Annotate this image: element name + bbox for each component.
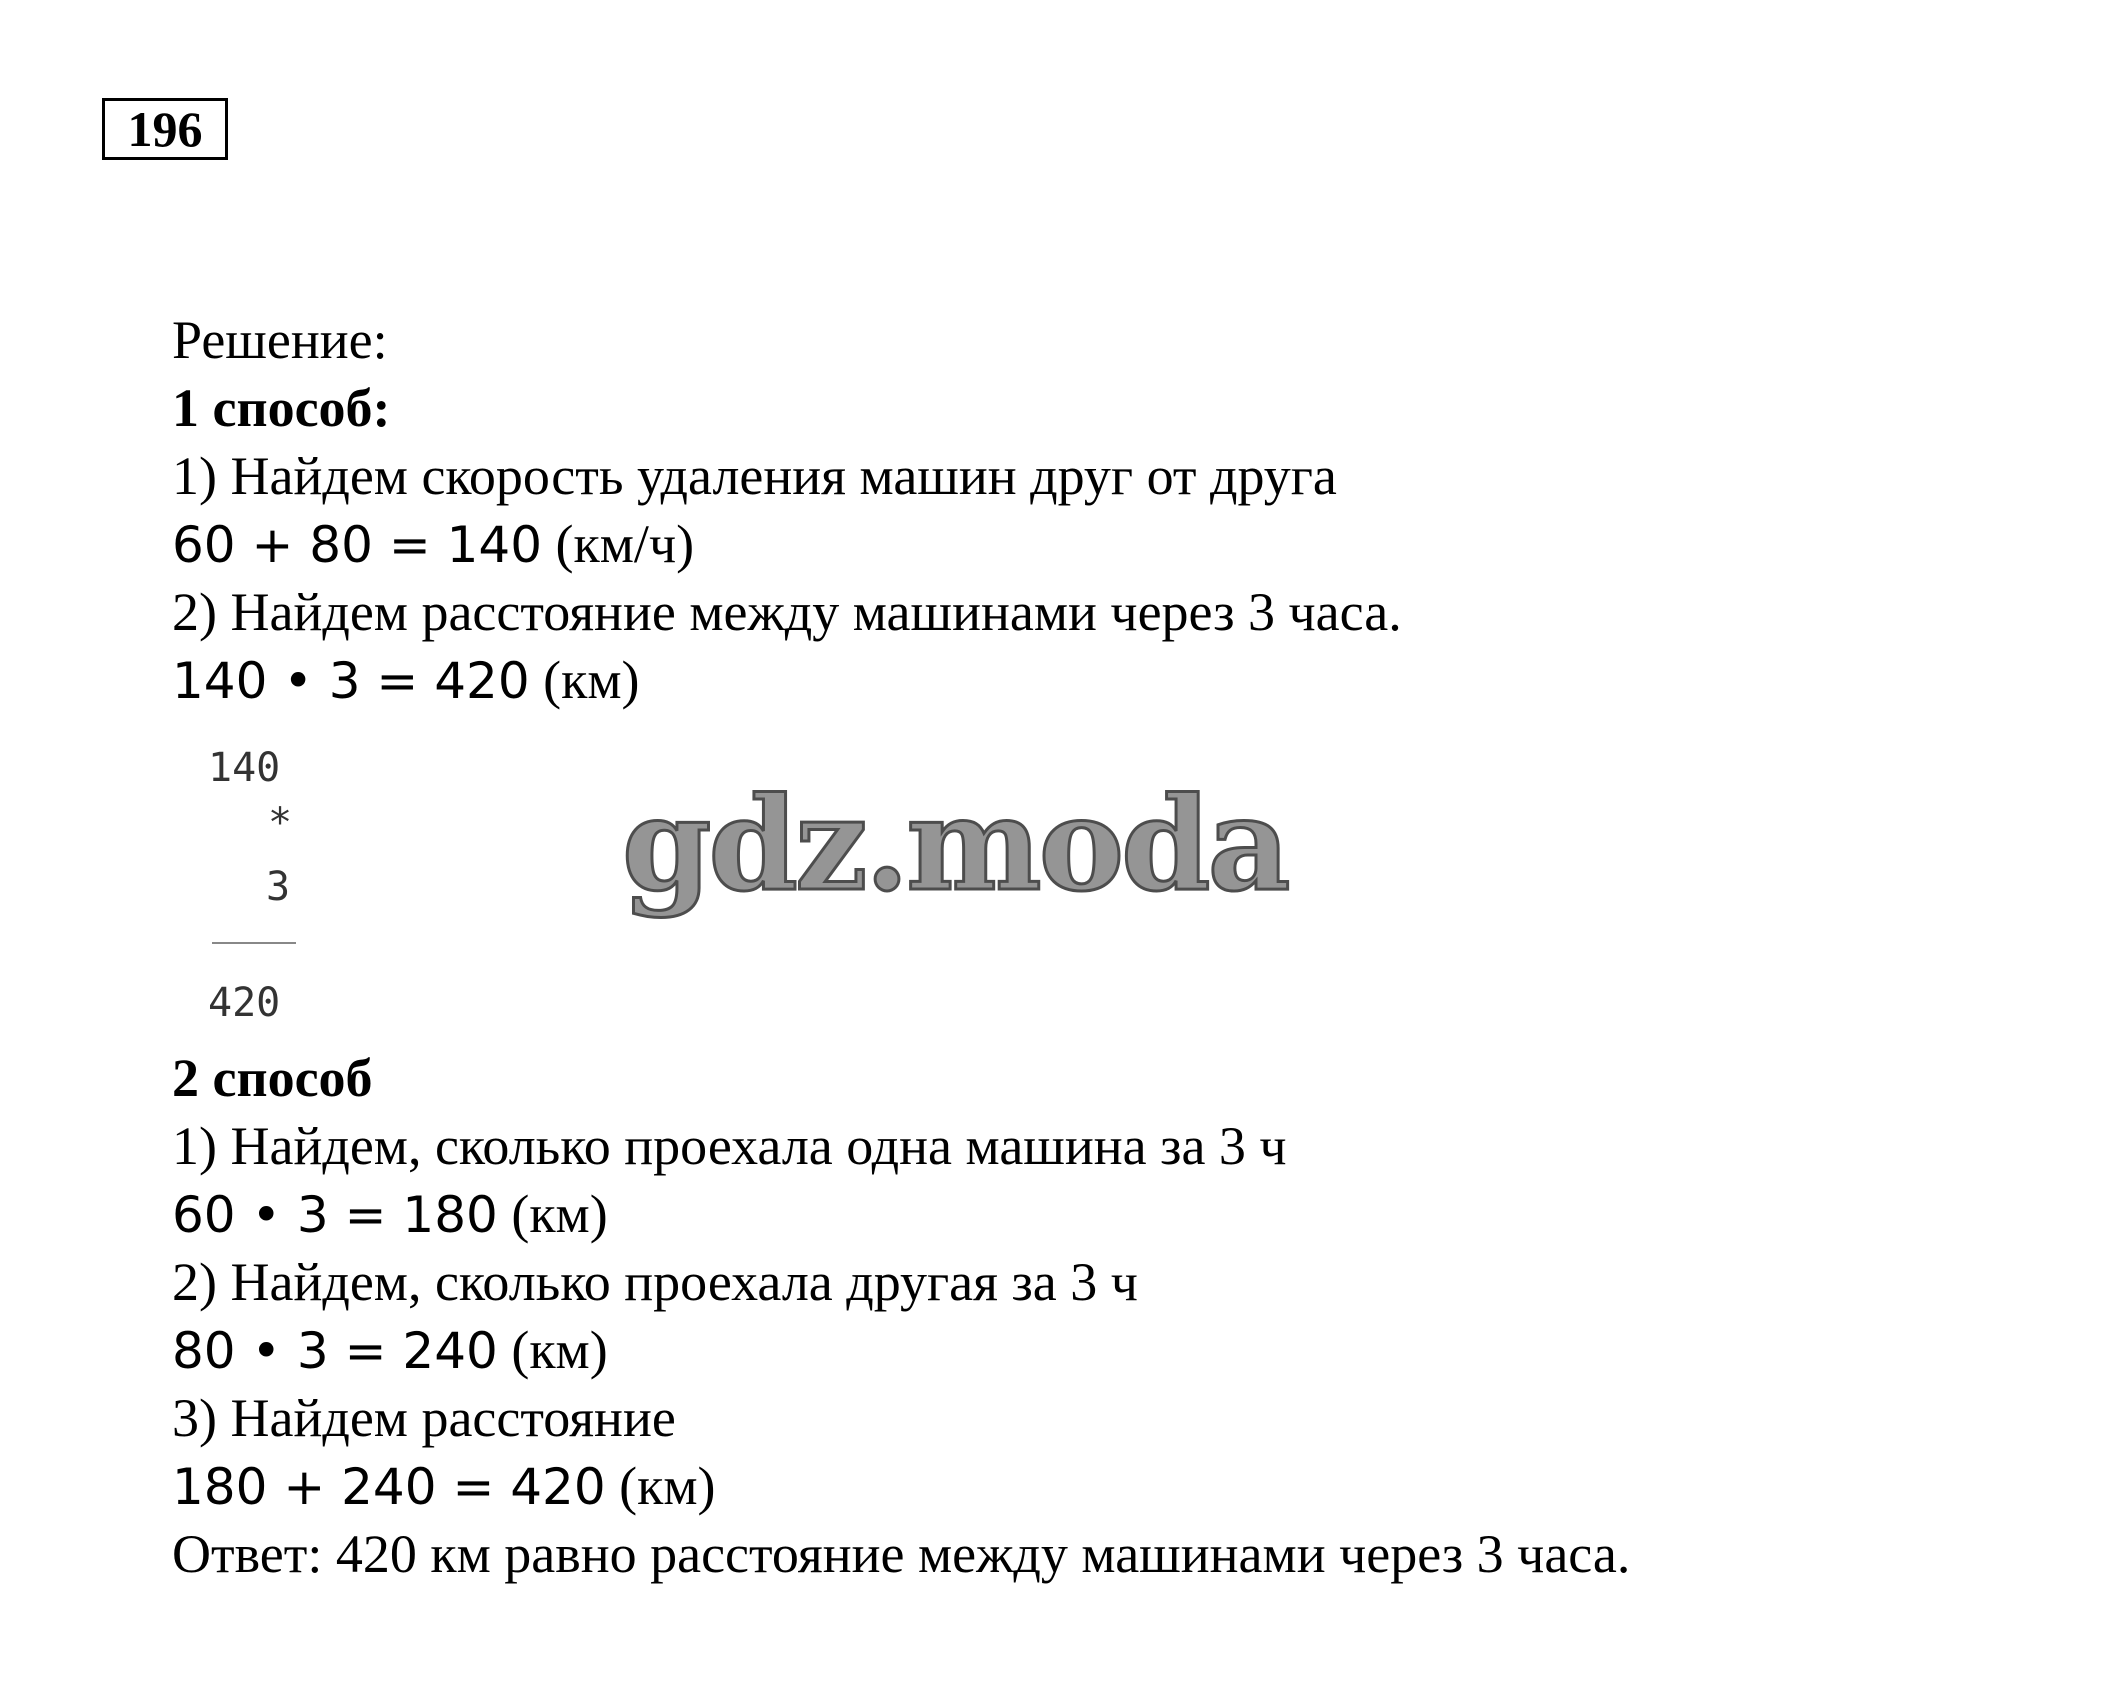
answer-line: Ответ: 420 км равно расстояние между машинами через 3 часа. <box>172 1524 1631 1584</box>
method-1-step-2: 2) Найдем расстояние между машинами через 3 часа. <box>172 582 1402 642</box>
method-1-step-1: 1) Найдем скорость удаления машин друг от друга <box>172 446 1337 506</box>
formula-unit: (км) <box>511 1184 608 1244</box>
formula-unit: (км) <box>511 1320 608 1380</box>
watermark-logo: gdz.moda <box>622 770 1288 920</box>
calc-operator: * <box>268 800 293 846</box>
method-2-step-3-formula <box>172 1456 716 1517</box>
method-1-title: 1 способ: <box>172 378 391 438</box>
formula-expression: 60 + 80 = 140 <box>172 516 543 574</box>
formula-expression: 80 • 3 = 240 <box>172 1322 498 1380</box>
solution-heading: Решение: <box>172 310 388 370</box>
task-number-box: 196 <box>102 98 228 160</box>
method-1-step-2-formula <box>172 650 640 711</box>
method-2-step-3: 3) Найдем расстояние <box>172 1388 676 1448</box>
method-2-step-1: 1) Найдем, сколько проехала одна машина за 3 ч <box>172 1116 1287 1176</box>
calc-multiplicand: 140 <box>208 745 281 791</box>
formula-expression: 140 • 3 = 420 <box>172 652 530 710</box>
formula-unit: (км/ч) <box>555 514 695 574</box>
formula-expression: 180 + 240 = 420 <box>172 1458 606 1516</box>
method-2-step-2: 2) Найдем, сколько проехала другая за 3 ч <box>172 1252 1138 1312</box>
method-2-title: 2 способ <box>172 1048 373 1108</box>
formula-unit: (км) <box>543 650 640 710</box>
formula-expression: 60 • 3 = 180 <box>172 1186 498 1244</box>
method-1-step-1-formula <box>172 514 694 575</box>
method-2-step-1-formula <box>172 1184 608 1245</box>
formula-unit: (км) <box>619 1456 716 1516</box>
calc-divider-line <box>212 942 296 944</box>
calc-multiplier: 3 <box>266 864 291 910</box>
calc-result: 420 <box>208 980 281 1026</box>
method-2-step-2-formula <box>172 1320 608 1381</box>
